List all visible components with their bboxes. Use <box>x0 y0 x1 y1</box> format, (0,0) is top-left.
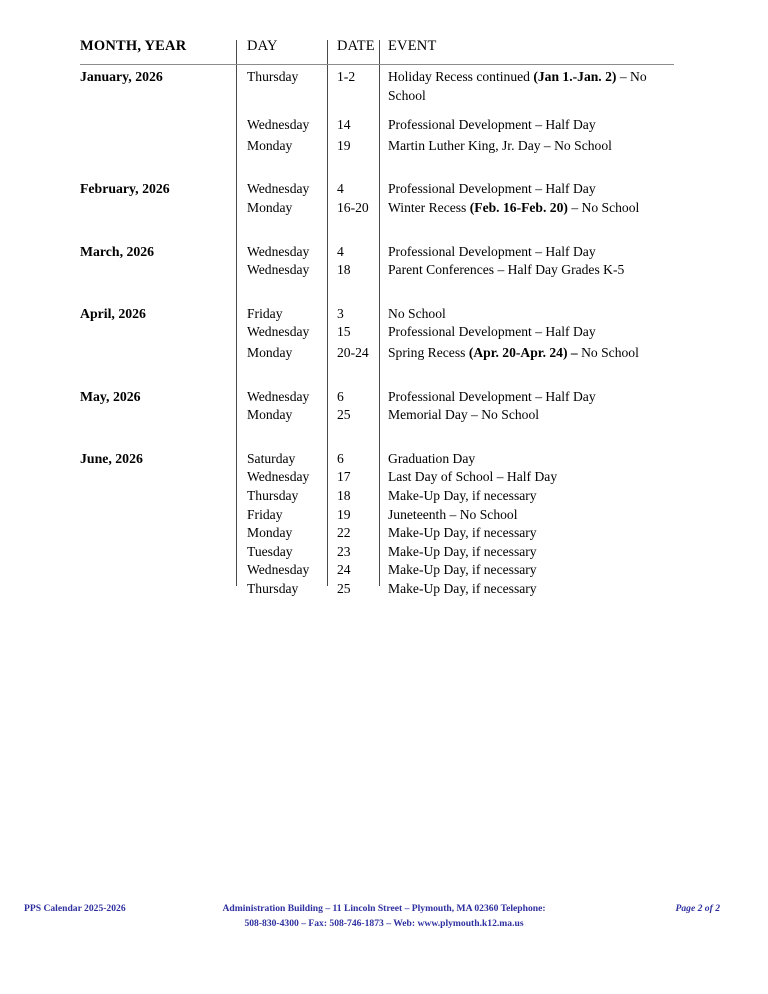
table-row <box>80 116 674 135</box>
cell-day: Wednesday <box>247 262 310 278</box>
cell-date: 22 <box>337 525 351 541</box>
cell-event: Professional Development – Half Day <box>388 243 596 259</box>
cell-month <box>80 450 236 469</box>
cell-event: Professional Development – Half Day <box>388 388 596 404</box>
table-row <box>80 344 674 363</box>
cell-day: Thursday <box>247 487 299 503</box>
table-header-row <box>80 36 674 58</box>
cell-event: Juneteenth – No School <box>388 506 518 522</box>
month-label: March, 2026 <box>80 243 155 259</box>
footer-address <box>0 901 768 931</box>
cell-day: Monday <box>247 137 293 153</box>
cell-event: Martin Luther King, Jr. Day – No School <box>388 137 612 153</box>
table-row <box>80 524 674 543</box>
table-row <box>80 468 674 487</box>
cell-date: 4 <box>337 243 344 259</box>
cell-date: 20-24 <box>337 344 369 360</box>
cell-day: Wednesday <box>247 324 310 340</box>
table-body <box>80 68 674 598</box>
cell-date: 14 <box>337 117 351 133</box>
cell-date: 19 <box>337 137 351 153</box>
cell-date: 19 <box>337 506 351 522</box>
cell-event: Spring Recess (Apr. 20-Apr. 24) – No School <box>388 344 639 360</box>
cell-date: 6 <box>337 450 344 466</box>
table-row <box>80 406 674 425</box>
cell-event: Memorial Day – No School <box>388 407 540 423</box>
event-emphasis: (Feb. 16-Feb. 20) <box>469 199 568 215</box>
table-row <box>80 543 674 562</box>
cell-event: Parent Conferences – Half Day Grades K-5 <box>388 262 625 278</box>
cell-day: Wednesday <box>247 562 310 578</box>
cell-event: Make-Up Day, if necessary <box>388 562 537 578</box>
cell-date: 1-2 <box>337 69 356 84</box>
cell-date: 3 <box>337 305 344 321</box>
month-label: May, 2026 <box>80 388 141 404</box>
cell-date: 6 <box>337 388 344 404</box>
header-month: MONTH, YEAR <box>80 38 187 54</box>
cell-month <box>80 243 236 262</box>
cell-event: Winter Recess (Feb. 16-Feb. 20) – No School <box>388 199 640 215</box>
event-emphasis: (Jan 1.-Jan. 2) <box>533 69 617 84</box>
table-row <box>80 388 674 407</box>
table-row <box>80 68 674 105</box>
cell-event: No School <box>388 305 446 321</box>
header-rule <box>80 64 674 65</box>
table-row <box>80 323 674 342</box>
cell-day: Wednesday <box>247 469 310 485</box>
header-day: DAY <box>247 38 278 54</box>
cell-day: Wednesday <box>247 243 310 259</box>
cell-date: 17 <box>337 469 351 485</box>
cell-date: 15 <box>337 324 351 340</box>
footer-address-line2: 508-830-4300 – Fax: 508-746-1873 – Web: www.plymouth.k12.ma.us <box>244 918 524 929</box>
month-label: February, 2026 <box>80 181 170 197</box>
cell-day: Thursday <box>247 580 299 596</box>
cell-day: Saturday <box>247 450 296 466</box>
cell-event: Professional Development – Half Day <box>388 324 596 340</box>
footer-address-line1: Administration Building – 11 Lincoln Street – Plymouth, MA 02360 Telephone: <box>222 903 546 914</box>
cell-date: 4 <box>337 181 344 197</box>
cell-day: Monday <box>247 344 293 360</box>
cell-event: Make-Up Day, if necessary <box>388 487 537 503</box>
cell-month <box>80 68 236 87</box>
cell-date: 23 <box>337 543 351 559</box>
cell-event: Last Day of School – Half Day <box>388 469 558 485</box>
table-row <box>80 137 674 156</box>
cell-event: Make-Up Day, if necessary <box>388 580 537 596</box>
page-footer <box>0 898 768 944</box>
cell-day: Wednesday <box>247 117 310 133</box>
cell-day: Friday <box>247 305 283 321</box>
month-label: June, 2026 <box>80 450 143 466</box>
cell-day: Wednesday <box>247 181 310 197</box>
cell-date: 25 <box>337 407 351 423</box>
table-row <box>80 506 674 525</box>
cell-event: Professional Development – Half Day <box>388 117 596 133</box>
table-row <box>80 261 674 280</box>
cell-event: Holiday Recess continued (Jan 1.-Jan. 2) – No School <box>388 69 647 103</box>
cell-date: 24 <box>337 562 351 578</box>
header-date: DATE <box>337 38 375 54</box>
table-row <box>80 580 674 599</box>
cell-day: Monday <box>247 199 293 215</box>
cell-date: 18 <box>337 487 351 503</box>
cell-event: Professional Development – Half Day <box>388 181 596 197</box>
table-row <box>80 243 674 262</box>
cell-date: 18 <box>337 262 351 278</box>
table-row <box>80 180 674 199</box>
table-row <box>80 450 674 469</box>
cell-day: Friday <box>247 506 283 522</box>
month-label: April, 2026 <box>80 305 146 321</box>
header-event: EVENT <box>388 38 437 54</box>
cell-date: 25 <box>337 580 351 596</box>
cell-event: Make-Up Day, if necessary <box>388 543 537 559</box>
table-row <box>80 305 674 324</box>
calendar-table <box>80 36 674 598</box>
cell-month <box>80 180 236 199</box>
cell-month <box>80 388 236 407</box>
cell-date: 16-20 <box>337 199 369 215</box>
event-emphasis: (Apr. 20-Apr. 24) – <box>468 344 578 360</box>
table-row <box>80 487 674 506</box>
footer-page-number: Page 2 of 2 <box>675 903 720 914</box>
table-row <box>80 561 674 580</box>
month-label: January, 2026 <box>80 69 163 84</box>
table-row <box>80 199 674 218</box>
cell-day: Wednesday <box>247 388 310 404</box>
cell-day: Monday <box>247 407 293 423</box>
cell-month <box>80 305 236 324</box>
cell-day: Thursday <box>247 69 299 84</box>
cell-day: Monday <box>247 525 293 541</box>
cell-day: Tuesday <box>247 543 293 559</box>
footer-calendar-name: PPS Calendar 2025-2026 <box>24 903 126 914</box>
cell-event: Make-Up Day, if necessary <box>388 525 537 541</box>
cell-event: Graduation Day <box>388 450 476 466</box>
